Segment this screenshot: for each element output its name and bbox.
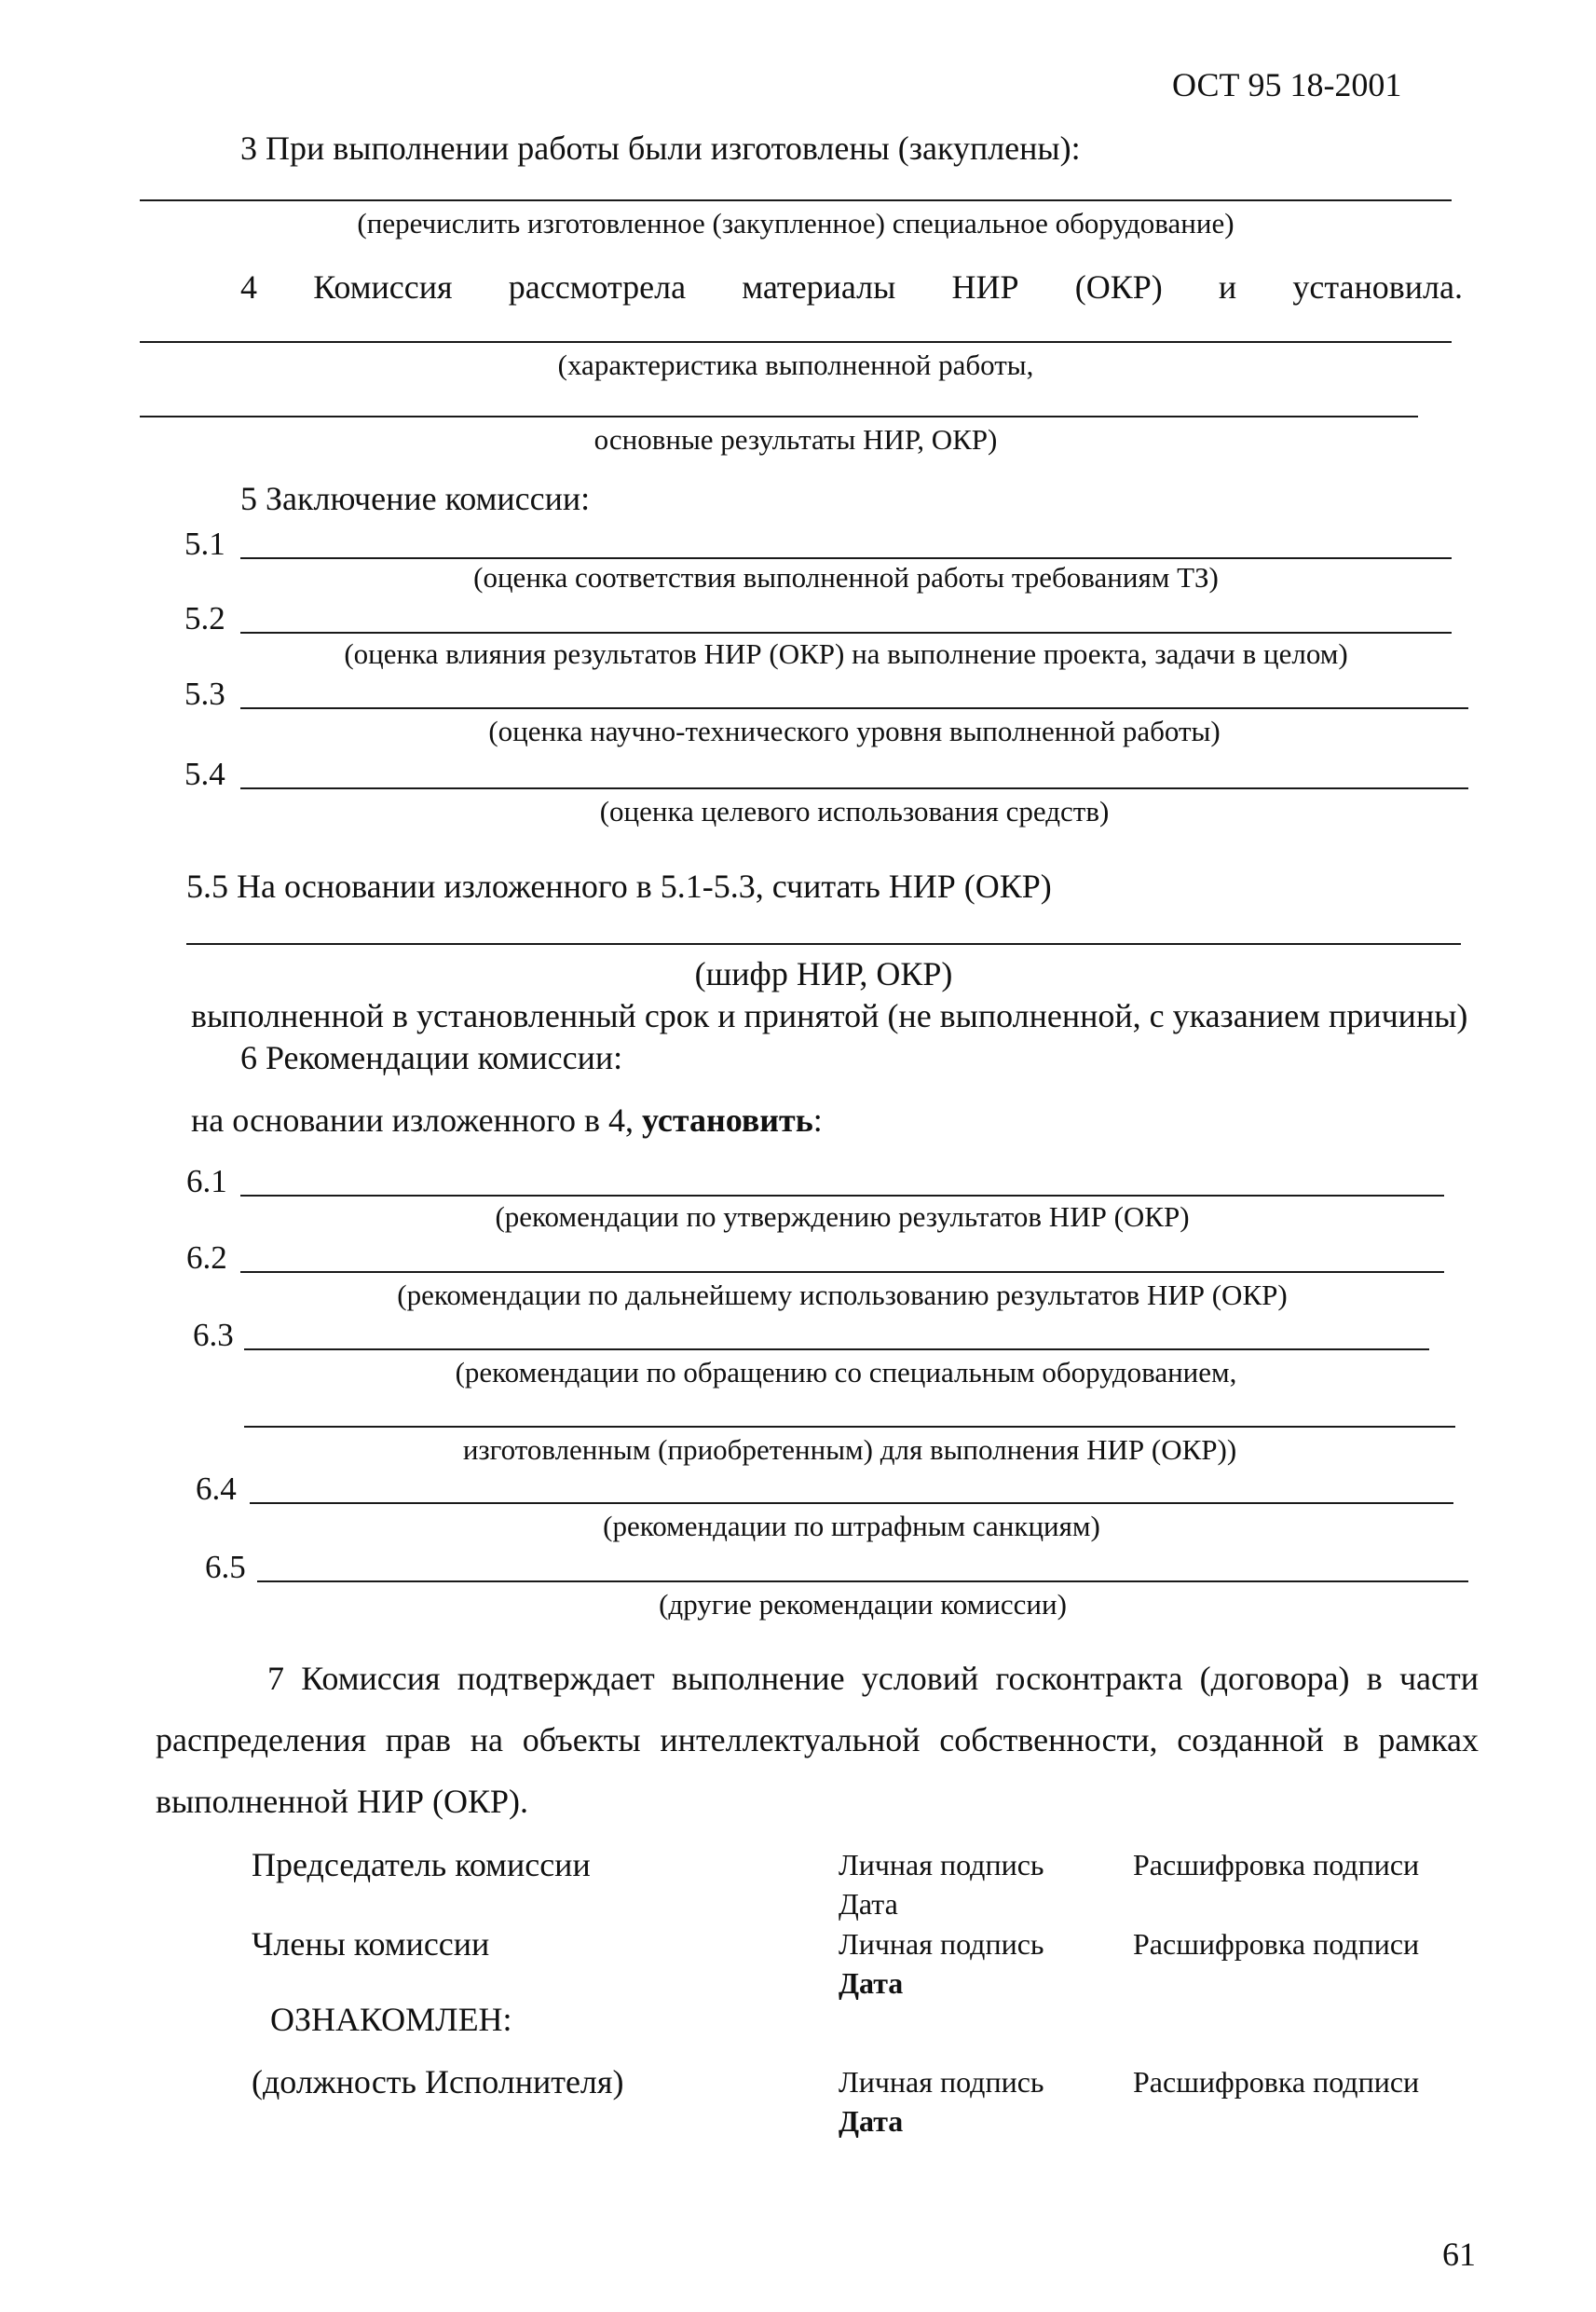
item-5-3-fill-line (240, 707, 1468, 709)
section-6-intro (191, 1101, 823, 1140)
signature-date: Дата (839, 1966, 904, 2000)
section-5-title: 5 Заключение комиссии: (240, 480, 591, 517)
signature-decode: Расшифровка подписи (1133, 1927, 1420, 1961)
section-4-word: НИР (951, 268, 1019, 306)
signature-role-members: Члены комиссии (252, 1925, 490, 1963)
signature-decode: Расшифровка подписи (1133, 1848, 1420, 1881)
section-4-fill-line-2 (140, 416, 1418, 417)
section-4-caption-2: основные результаты НИР, ОКР) (593, 423, 998, 456)
paragraph-5-5-result: выполненной в установленный срок и принятой (не выполненной, с указанием причины) (191, 997, 1468, 1034)
item-6-4-caption: (рекомендации по штрафным санкциям) (603, 1510, 1100, 1542)
item-6-3-fill-line-2 (244, 1426, 1455, 1428)
item-5-3-caption: (оценка научно-технического уровня выполненной работы) (488, 715, 1221, 747)
paragraph-5-5-caption: (шифр НИР, ОКР) (694, 955, 953, 992)
signature-date: Дата (839, 1887, 898, 1921)
section-4-word: материалы (742, 268, 896, 306)
section-4-word: рассмотрела (508, 268, 687, 306)
section-4-line (240, 267, 1463, 307)
item-6-3-caption: (рекомендации по обращению со специальным оборудованием, (455, 1356, 1237, 1389)
item-6-2-caption: (рекомендации по дальнейшему использованию результатов НИР (ОКР) (397, 1279, 1288, 1311)
section-3-caption: (перечислить изготовленное (закупленное) специальное оборудование) (357, 207, 1235, 239)
item-6-1-caption: (рекомендации по утверждению результатов НИР (ОКР) (495, 1200, 1190, 1233)
signature-decode: Расшифровка подписи (1133, 2065, 1420, 2099)
item-6-2-fill-line (240, 1271, 1444, 1273)
item-6-5-caption: (другие рекомендации комиссии) (659, 1588, 1067, 1621)
item-5-3-number: 5.3 (184, 676, 225, 712)
item-6-2-number: 6.2 (186, 1239, 227, 1276)
section-4-word: и (1218, 268, 1237, 306)
section-3-fill-line (140, 199, 1452, 201)
section-4-word: Комиссия (313, 268, 453, 306)
section-7-line-1: 7 Комиссия подтверждает выполнение условий госконтракта (договора) в части (267, 1660, 1479, 1697)
item-5-1-number: 5.1 (184, 526, 225, 562)
item-5-4-number: 5.4 (184, 756, 225, 792)
section-4-word: установила. (1292, 268, 1463, 306)
item-6-4-fill-line (250, 1502, 1453, 1504)
signature-personal-sign: Личная подпись (839, 1927, 1044, 1961)
page-number: 61 (1442, 2236, 1476, 2273)
paragraph-5-5: 5.5 На основании изложенного в 5.1-5.3, считать НИР (ОКР) (186, 868, 1052, 905)
section-4-word: 4 (240, 268, 257, 306)
item-5-2-caption: (оценка влияния результатов НИР (ОКР) на выполнение проекта, задачи в целом) (344, 637, 1348, 670)
item-6-5-number: 6.5 (205, 1549, 246, 1585)
section-4-word: (ОКР) (1074, 268, 1163, 306)
section-3-text: 3 При выполнении работы были изготовлены (закуплены): (240, 130, 1081, 167)
item-6-4-number: 6.4 (196, 1471, 237, 1507)
item-6-1-number: 6.1 (186, 1163, 227, 1199)
signature-role-executor: (должность Исполнителя) (252, 2063, 624, 2100)
section-4-fill-line-1 (140, 341, 1452, 343)
signature-role-chairman: Председатель комиссии (252, 1846, 591, 1883)
item-6-5-fill-line (257, 1580, 1468, 1582)
item-5-2-fill-line (240, 632, 1452, 634)
item-6-3-fill-line (244, 1348, 1429, 1350)
section-7-line-3: выполненной НИР (ОКР). (156, 1783, 529, 1820)
section-6-intro-colon: : (812, 1101, 823, 1139)
item-5-1-fill-line (240, 557, 1452, 559)
acknowledged-label: ОЗНАКОМЛЕН: (270, 2001, 512, 2038)
item-6-3-number: 6.3 (193, 1317, 234, 1353)
paragraph-5-5-fill-line (186, 943, 1461, 945)
signature-personal-sign: Личная подпись (839, 2065, 1044, 2099)
section-6-intro-text: на основании изложенного в 4, (191, 1101, 643, 1139)
item-5-4-fill-line (240, 787, 1468, 789)
item-6-3-caption-2: изготовленным (приобретенным) для выполнения НИР (ОКР)) (462, 1433, 1237, 1466)
signature-personal-sign: Личная подпись (839, 1848, 1044, 1881)
section-7-line-2: распределения прав на объекты интеллектуальной собственности, созданной в рамках (156, 1721, 1479, 1758)
signature-date: Дата (839, 2104, 904, 2138)
section-6-intro-bold: установить (642, 1101, 813, 1139)
section-4-caption-1: (характеристика выполненной работы, (557, 349, 1034, 381)
item-5-1-caption: (оценка соответствия выполненной работы требованиям ТЗ) (473, 561, 1219, 594)
item-5-2-number: 5.2 (184, 600, 225, 636)
section-6-title: 6 Рекомендации комиссии: (240, 1039, 623, 1076)
document-code: ОСТ 95 18-2001 (1172, 66, 1402, 103)
item-5-4-caption: (оценка целевого использования средств) (599, 795, 1110, 828)
item-6-1-fill-line (240, 1195, 1444, 1197)
